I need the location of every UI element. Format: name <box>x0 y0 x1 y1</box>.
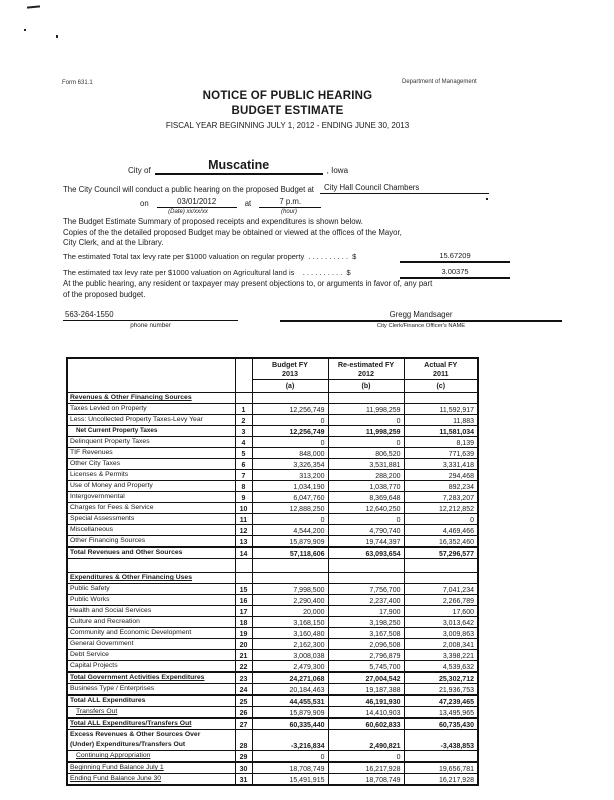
form-number: Form 631.1 <box>62 80 93 86</box>
amount-cell: 11,998,259 <box>328 426 404 437</box>
amount-cell: 313,200 <box>252 470 328 481</box>
row-number: 12 <box>235 525 252 536</box>
amount-cell: 12,888,250 <box>252 503 328 514</box>
amount-cell: -3,216,834 <box>252 740 328 751</box>
row-label: Expenditures & Other Financing Uses <box>67 573 235 584</box>
amount-cell: 18,708,749 <box>252 762 328 774</box>
levy-regular-text: The estimated Total tax levy rate per $1000 valuation on regular property . . . . . . . . . . $ <box>63 252 357 261</box>
pen-mark-dash <box>27 5 40 8</box>
row-number: 27 <box>235 718 252 730</box>
amount-cell: 7,998,500 <box>252 584 328 595</box>
row-number: 21 <box>235 650 252 661</box>
table-row <box>67 774 478 786</box>
row-number: 25 <box>235 695 252 707</box>
table-row <box>67 492 478 503</box>
row-label: Charges for Fees & Service <box>67 503 235 514</box>
row-number <box>235 559 252 573</box>
table-row <box>67 584 478 595</box>
amount-cell <box>252 730 328 741</box>
amount-cell: 14,410,903 <box>328 707 404 719</box>
table-row <box>67 606 478 617</box>
amount-cell: 3,198,250 <box>328 617 404 628</box>
amount-cell: 2,237,400 <box>328 595 404 606</box>
row-label: Ending Fund Balance June 30 <box>67 774 235 786</box>
row-number: 17 <box>235 606 252 617</box>
hearing-sentence: The City Council will conduct a public hearing on the proposed Budget at <box>63 185 314 194</box>
amount-cell: 63,093,654 <box>328 547 404 559</box>
row-number <box>235 730 252 741</box>
row-label: Total ALL Expenditures/Transfers Out <box>67 718 235 730</box>
objection-line: of the proposed budget. <box>63 289 146 299</box>
amount-cell: 18,708,749 <box>328 774 404 786</box>
row-label: Public Safety <box>67 584 235 595</box>
amount-cell <box>252 573 328 584</box>
row-label: Transfers Out <box>67 707 235 719</box>
row-number: 10 <box>235 503 252 514</box>
row-label: Licenses & Permits <box>67 470 235 481</box>
row-label: Total Government Activities Expenditures <box>67 672 235 684</box>
row-number: 7 <box>235 470 252 481</box>
row-label: TIF Revenues <box>67 448 235 459</box>
column-header: Budget FY 2013 <box>252 358 328 380</box>
table-row <box>67 617 478 628</box>
amount-cell: 60,735,430 <box>404 718 478 730</box>
levy-agricultural-text: The estimated tax levy rate per $1000 valuation on Agricultural land is . . . . . . . . . . $ <box>63 268 351 277</box>
row-label: Miscellaneous <box>67 525 235 536</box>
phone-label: phone number <box>130 322 171 329</box>
row-label: Community and Economic Development <box>67 628 235 639</box>
row-number: 20 <box>235 639 252 650</box>
row-number: 11 <box>235 514 252 525</box>
pen-mark-dot <box>24 29 26 31</box>
levy-regular-value: 15.67209 <box>400 251 510 263</box>
column-header: Re-estimated FY 2012 <box>328 358 404 380</box>
amount-cell: 0 <box>252 437 328 448</box>
table-row <box>67 426 478 437</box>
amount-cell: 3,009,863 <box>404 628 478 639</box>
row-number: 30 <box>235 762 252 774</box>
amount-cell: 7,041,234 <box>404 584 478 595</box>
amount-cell <box>404 573 478 584</box>
summary-line: City Clerk, and at the Library. <box>63 238 164 247</box>
amount-cell: 0 <box>252 514 328 525</box>
at-label: at <box>244 199 252 208</box>
amount-cell: -3,438,853 <box>404 740 478 751</box>
amount-cell: 2,096,508 <box>328 639 404 650</box>
amount-cell <box>404 730 478 741</box>
row-number: 13 <box>235 536 252 548</box>
table-row <box>67 650 478 661</box>
department-label: Department of Management <box>402 79 477 85</box>
row-number: 15 <box>235 584 252 595</box>
column-subheader: (b) <box>328 380 404 393</box>
row-label <box>67 559 235 573</box>
amount-cell: 17,600 <box>404 606 478 617</box>
budget-table-body <box>67 393 478 786</box>
amount-cell: 3,531,881 <box>328 459 404 470</box>
row-label: Other Financing Sources <box>67 536 235 548</box>
amount-cell: 60,602,833 <box>328 718 404 730</box>
amount-cell: 12,256,749 <box>252 404 328 415</box>
table-row <box>67 514 478 525</box>
clerk-name-field: Gregg Mandsager <box>280 310 562 322</box>
objection-paragraph <box>63 279 523 300</box>
row-number: 1 <box>235 404 252 415</box>
row-number: 5 <box>235 448 252 459</box>
amount-cell: 2,162,300 <box>252 639 328 650</box>
budget-table <box>66 357 479 786</box>
on-label: on <box>140 199 149 208</box>
table-row <box>67 459 478 470</box>
amount-cell: 19,656,781 <box>404 762 478 774</box>
amount-cell: 13,495,965 <box>404 707 478 719</box>
table-row <box>67 684 478 696</box>
amount-cell: 15,879,909 <box>252 536 328 548</box>
budget-table-head <box>67 358 478 393</box>
budget-estimate-title: BUDGET ESTIMATE <box>231 105 344 117</box>
amount-cell: 806,520 <box>328 448 404 459</box>
column-header: Actual FY 2011 <box>404 358 478 380</box>
amount-cell: 771,639 <box>404 448 478 459</box>
amount-cell: 892,234 <box>404 481 478 492</box>
amount-cell: 2,490,821 <box>328 740 404 751</box>
row-number <box>235 573 252 584</box>
table-row <box>67 415 478 426</box>
row-number: 4 <box>235 437 252 448</box>
table-row <box>67 751 478 763</box>
table-row <box>67 536 478 548</box>
date-time-sublabels <box>140 209 328 215</box>
row-number: 16 <box>235 595 252 606</box>
row-label: Special Assessments <box>67 514 235 525</box>
amount-cell: 2,266,789 <box>404 595 478 606</box>
notice-title: NOTICE OF PUBLIC HEARING <box>202 90 373 102</box>
amount-cell: 3,160,480 <box>252 628 328 639</box>
objection-line: At the public hearing, any resident or taxpayer may present objections to, or arguments in favor of, any part <box>63 279 433 288</box>
table-row <box>67 503 478 514</box>
row-label: Use of Money and Property <box>67 481 235 492</box>
amount-cell: 3,008,038 <box>252 650 328 661</box>
summary-line: The Budget Estimate Summary of proposed receipts and expenditures is shown below. <box>63 217 363 226</box>
amount-cell: 25,302,712 <box>404 672 478 684</box>
amount-cell: 44,455,531 <box>252 695 328 707</box>
amount-cell: 8,369,648 <box>328 492 404 503</box>
amount-cell: 0 <box>328 514 404 525</box>
clerk-block <box>280 310 562 329</box>
row-number: 31 <box>235 774 252 786</box>
table-row <box>67 661 478 673</box>
amount-cell: 16,217,928 <box>404 774 478 786</box>
row-label: Culture and Recreation <box>67 617 235 628</box>
hearing-time-field: 7 p.m. <box>259 197 321 208</box>
amount-cell: 60,335,440 <box>252 718 328 730</box>
amount-cell: 2,796,879 <box>328 650 404 661</box>
amount-cell: 16,217,928 <box>328 762 404 774</box>
phone-block <box>63 310 238 329</box>
amount-cell: 12,212,852 <box>404 503 478 514</box>
row-label: Total Revenues and Other Sources <box>67 547 235 559</box>
row-number: 8 <box>235 481 252 492</box>
table-row <box>67 437 478 448</box>
row-label: Continuing Appropriation <box>67 751 235 763</box>
amount-cell: 0 <box>252 751 328 763</box>
amount-cell: 1,038,770 <box>328 481 404 492</box>
table-row <box>67 730 478 741</box>
amount-cell: 6,047,760 <box>252 492 328 503</box>
row-label: Taxes Levied on Property <box>67 404 235 415</box>
amount-cell: 11,592,917 <box>404 404 478 415</box>
row-label: (Under) Expenditures/Transfers Out <box>67 740 235 751</box>
city-line <box>128 158 348 175</box>
amount-cell: 57,296,577 <box>404 547 478 559</box>
amount-cell: 4,539,632 <box>404 661 478 673</box>
fiscal-year-line: FISCAL YEAR BEGINNING JULY 1, 2012 - ENDING JUNE 30, 2013 <box>165 121 410 130</box>
amount-cell: 7,283,207 <box>404 492 478 503</box>
table-row <box>67 628 478 639</box>
row-label: Net Current Property Taxes <box>67 426 235 437</box>
table-row <box>67 404 478 415</box>
amount-cell <box>328 573 404 584</box>
city-of-label: City of <box>128 166 151 175</box>
table-row <box>67 481 478 492</box>
amount-cell <box>328 730 404 741</box>
amount-cell: 5,745,700 <box>328 661 404 673</box>
amount-cell: 16,352,460 <box>404 536 478 548</box>
amount-cell <box>404 751 478 763</box>
row-label: Capital Projects <box>67 661 235 673</box>
amount-cell: 20,000 <box>252 606 328 617</box>
amount-cell <box>252 559 328 573</box>
table-row <box>67 639 478 650</box>
row-label: Less: Uncollected Property Taxes-Levy Year <box>67 415 235 426</box>
row-label: Debt Service <box>67 650 235 661</box>
amount-cell: 0 <box>252 415 328 426</box>
amount-cell: 8,139 <box>404 437 478 448</box>
row-number: 22 <box>235 661 252 673</box>
amount-cell <box>328 393 404 404</box>
amount-cell: 20,184,463 <box>252 684 328 696</box>
row-number: 3 <box>235 426 252 437</box>
table-row <box>67 525 478 536</box>
table-corner <box>67 358 235 393</box>
amount-cell: 1,034,190 <box>252 481 328 492</box>
amount-cell: 3,331,418 <box>404 459 478 470</box>
amount-cell: 46,191,930 <box>328 695 404 707</box>
city-name-field: Muscatine <box>155 158 323 175</box>
row-label: Public Works <box>67 595 235 606</box>
table-row <box>67 595 478 606</box>
row-label: Beginning Fund Balance July 1 <box>67 762 235 774</box>
levy-regular-line <box>63 248 513 263</box>
hearing-location-field: City Hall Council Chambers <box>320 183 489 194</box>
column-subheader: (c) <box>404 380 478 393</box>
amount-cell: 3,013,642 <box>404 617 478 628</box>
amount-cell: 11,998,259 <box>328 404 404 415</box>
amount-cell: 2,479,300 <box>252 661 328 673</box>
row-label: General Government <box>67 639 235 650</box>
row-label: Revenues & Other Financing Sources <box>67 393 235 404</box>
row-label: Excess Revenues & Other Sources Over <box>67 730 235 741</box>
row-number: 14 <box>235 547 252 559</box>
scan-dot <box>486 198 488 200</box>
table-row <box>67 718 478 730</box>
phone-number-field: 563-264-1550 <box>63 310 238 321</box>
amount-cell: 294,468 <box>404 470 478 481</box>
row-number: 26 <box>235 707 252 719</box>
row-label: Intergovernmental <box>67 492 235 503</box>
section-row <box>67 393 478 404</box>
amount-cell: 19,744,397 <box>328 536 404 548</box>
row-label: Business Type / Enterprises <box>67 684 235 696</box>
row-number: 6 <box>235 459 252 470</box>
table-row <box>67 448 478 459</box>
row-label: Total ALL Expenditures <box>67 695 235 707</box>
table-row <box>67 695 478 707</box>
amount-cell: 3,326,354 <box>252 459 328 470</box>
row-number: 18 <box>235 617 252 628</box>
amount-cell: 848,000 <box>252 448 328 459</box>
hour-sublabel: (hour) <box>280 209 297 215</box>
amount-cell: 0 <box>328 437 404 448</box>
amount-cell <box>404 559 478 573</box>
row-number: 23 <box>235 672 252 684</box>
row-number: 19 <box>235 628 252 639</box>
table-row <box>67 470 478 481</box>
spacer-row <box>67 559 478 573</box>
row-label: Other City Taxes <box>67 459 235 470</box>
levy-agricultural-value: 3.00375 <box>400 267 510 279</box>
summary-line: Copies of the the detailed proposed Budget may be obtained or viewed at the offices of the Mayor, <box>63 227 402 237</box>
amount-cell: 0 <box>404 514 478 525</box>
date-sublabel: (Date) xx/xx/xx <box>168 209 208 215</box>
amount-cell: 3,398,221 <box>404 650 478 661</box>
row-number <box>235 393 252 404</box>
amount-cell: 2,008,341 <box>404 639 478 650</box>
clerk-name-label: City Clerk/Finance Officer's NAME <box>376 323 466 329</box>
table-row <box>67 707 478 719</box>
amount-cell: 19,187,388 <box>328 684 404 696</box>
amount-cell: 11,581,034 <box>404 426 478 437</box>
row-number: 29 <box>235 751 252 763</box>
amount-cell <box>328 559 404 573</box>
pen-mark-dot <box>56 35 58 38</box>
amount-cell: 3,168,150 <box>252 617 328 628</box>
amount-cell: 27,004,542 <box>328 672 404 684</box>
title-block <box>60 90 515 130</box>
levy-agricultural-line <box>63 264 513 279</box>
amount-cell: 15,879,909 <box>252 707 328 719</box>
amount-cell: 12,640,250 <box>328 503 404 514</box>
column-subheader: (a) <box>252 380 328 393</box>
amount-cell: 4,469,466 <box>404 525 478 536</box>
hearing-date-time-line <box>140 197 329 208</box>
table-row <box>67 547 478 559</box>
row-number: 9 <box>235 492 252 503</box>
amount-cell: 47,239,465 <box>404 695 478 707</box>
table-row <box>67 672 478 684</box>
row-number: 2 <box>235 415 252 426</box>
iowa-label: , Iowa <box>326 166 349 175</box>
amount-cell: 2,290,400 <box>252 595 328 606</box>
amount-cell: 0 <box>328 751 404 763</box>
amount-cell: 4,790,740 <box>328 525 404 536</box>
amount-cell: 12,256,749 <box>252 426 328 437</box>
hearing-sentence-line <box>63 183 489 194</box>
amount-cell: 3,167,508 <box>328 628 404 639</box>
amount-cell: 11,883 <box>404 415 478 426</box>
row-label: Delinquent Property Taxes <box>67 437 235 448</box>
table-row <box>67 762 478 774</box>
amount-cell: 15,491,915 <box>252 774 328 786</box>
amount-cell <box>252 393 328 404</box>
amount-cell: 57,118,606 <box>252 547 328 559</box>
summary-paragraph <box>63 217 523 249</box>
amount-cell: 7,756,700 <box>328 584 404 595</box>
section-row <box>67 573 478 584</box>
amount-cell: 288,200 <box>328 470 404 481</box>
amount-cell: 0 <box>328 415 404 426</box>
amount-cell <box>404 393 478 404</box>
amount-cell: 24,271,068 <box>252 672 328 684</box>
amount-cell: 4,544,200 <box>252 525 328 536</box>
amount-cell: 17,900 <box>328 606 404 617</box>
hearing-date-field: 03/01/2012 <box>157 197 237 208</box>
row-number: 24 <box>235 684 252 696</box>
row-label: Health and Social Services <box>67 606 235 617</box>
amount-cell: 21,936,753 <box>404 684 478 696</box>
row-number-column-head <box>235 358 252 393</box>
table-row <box>67 740 478 751</box>
row-number: 28 <box>235 740 252 751</box>
